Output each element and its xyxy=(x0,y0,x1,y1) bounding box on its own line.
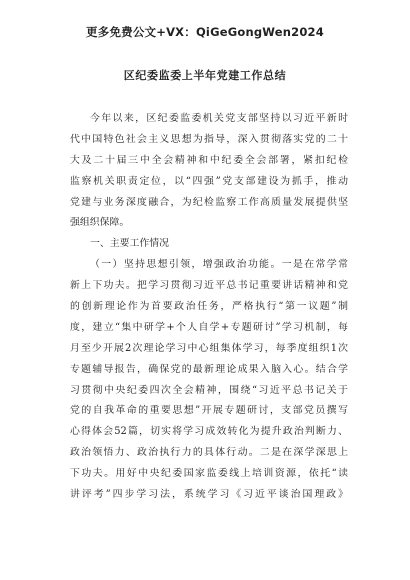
document-title: 区纪委监委上半年党建工作总结 xyxy=(123,69,287,82)
paragraph-line: 月至少开展2次理论学习中心组集体学习，每季度组织1次 xyxy=(70,342,348,354)
paragraph-line: 政治领悟力、政治执行力的具体行动。二是在深学深思上 xyxy=(70,447,348,459)
paragraph-line: 专题辅导报告，确保党的最新理论成果入脑入心。结合学 xyxy=(70,363,348,375)
paragraph-line: 代中国特色社会主义思想为指导，深入贯彻落实党的二十 xyxy=(70,133,348,145)
paragraph-line: 强组织保障。 xyxy=(70,217,130,229)
document-body xyxy=(70,109,348,506)
section-heading: 一、主要工作情况 xyxy=(90,238,170,250)
paragraph-line: 大及二十届三中全会精神和中纪委全会部署，紧扣纪检 xyxy=(70,154,348,166)
paragraph-line: 心得体会52篇，切实将学习成效转化为提升政治判断力、 xyxy=(70,426,348,438)
paragraph-line: 监察机关职责定位，以“四强”党支部建设为抓手，推动 xyxy=(70,175,348,187)
paragraph-line: 今年以来，区纪委监委机关党支部坚持以习近平新时 xyxy=(90,113,348,124)
paragraph-line: 习贯彻中央纪委四次全会精神，围绕“习近平总书记关于 xyxy=(70,384,348,396)
paragraph-line: 下功夫。用好中央纪委国家监委线上培训资源，依托“读 xyxy=(70,468,348,480)
paragraph-line: 新上下功夫。把学习贯彻习近平总书记重要讲话精神和党 xyxy=(70,280,348,292)
paragraph-line: 的创新理论作为首要政治任务，严格执行“第一议题”制 xyxy=(70,301,348,313)
paragraph-line: 讲评考”四步学习法，系统学习《习近平谈治国理政》 xyxy=(70,489,348,501)
paragraph-line: 度，建立“集中研学+个人自学+专题研讨”学习机制，每 xyxy=(70,321,348,333)
paragraph-line: （一）坚持思想引领，增强政治功能。一是在常学常 xyxy=(90,259,348,271)
paragraph-line: 党的自我革命的重要思想”开展专题研讨，支部党员撰写 xyxy=(70,405,348,417)
paragraph-line: 党建与业务深度融合，为纪检监察工作高质量发展提供坚 xyxy=(70,196,348,208)
watermark-header: 更多免费公文+VX：QiGeGongWen2024 xyxy=(86,25,324,39)
